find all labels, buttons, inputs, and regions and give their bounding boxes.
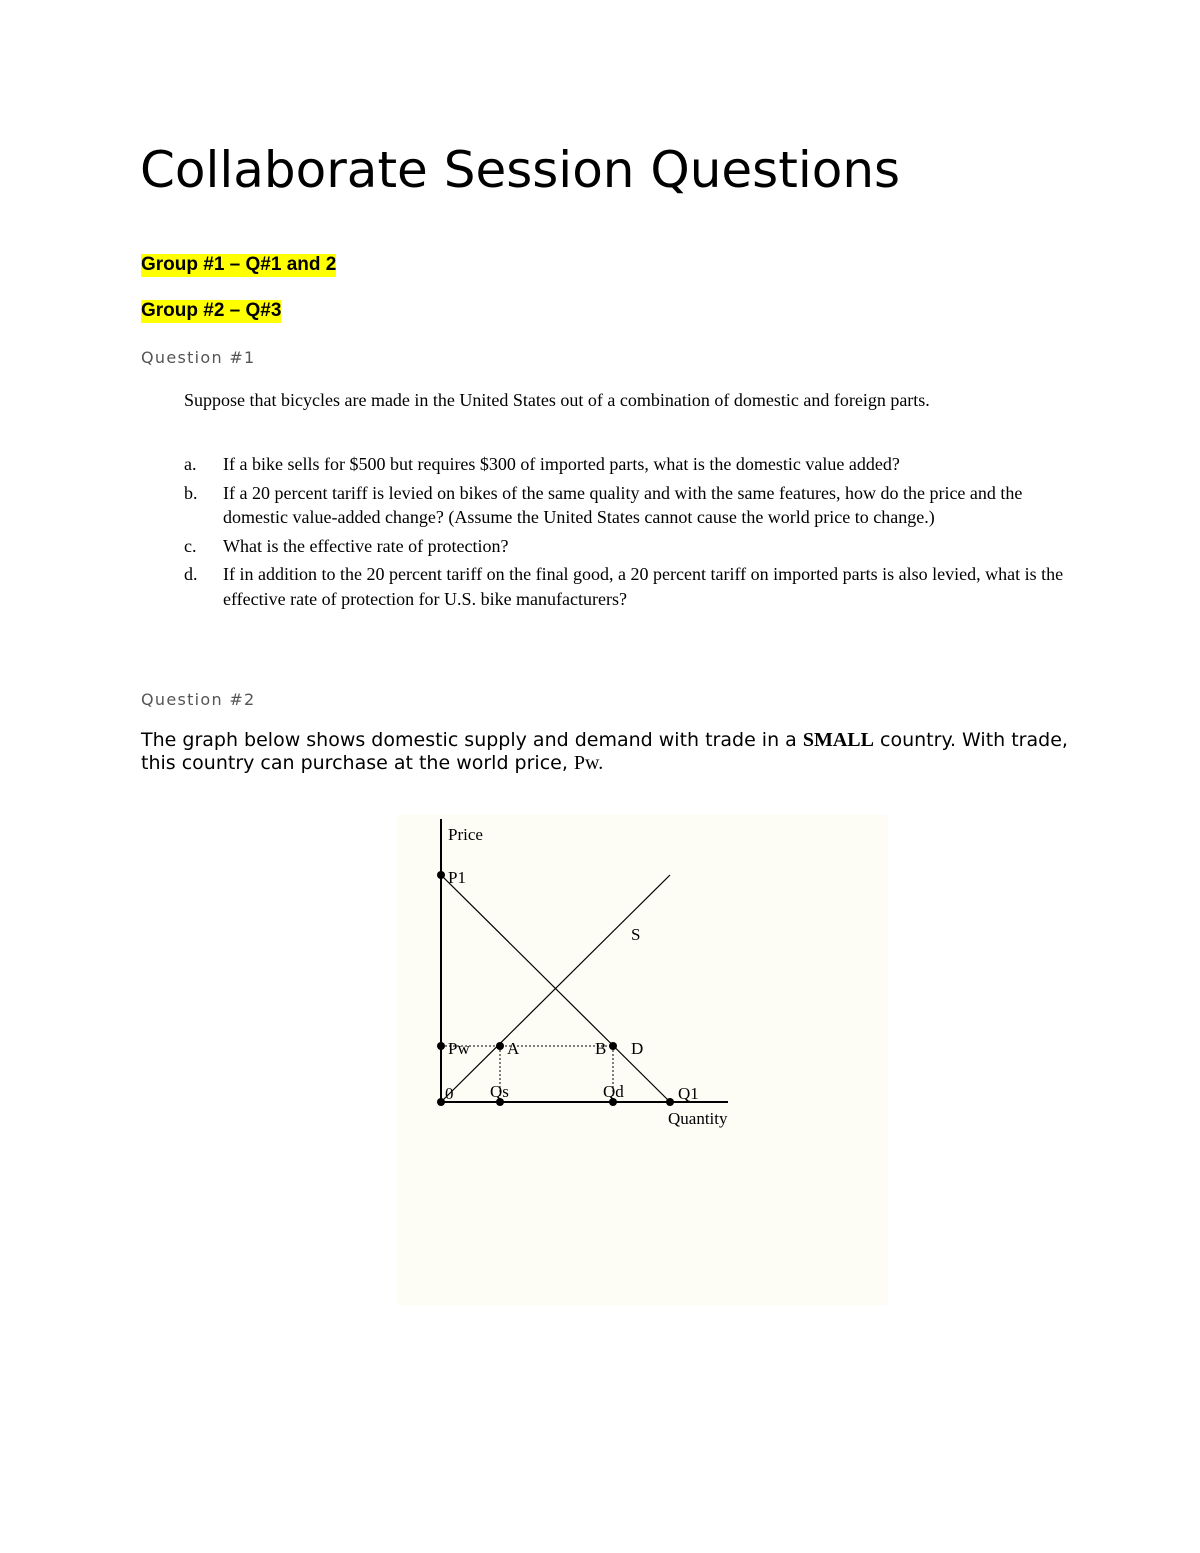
origin-point — [437, 1098, 445, 1106]
question-2-text-part: The graph below shows domestic supply and demand with trade in a — [141, 729, 803, 751]
supply-label: S — [631, 925, 641, 944]
qd-label: Qd — [603, 1082, 624, 1101]
list-item-text: If a bike sells for $500 but requires $300 of imported parts, what is the domestic value added? — [223, 454, 900, 474]
point-b — [609, 1042, 617, 1050]
p1-point — [437, 871, 445, 879]
question-2-emphasis: SMALL — [802, 729, 874, 751]
list-item-label: c. — [184, 535, 197, 556]
list-item-text: If in addition to the 20 percent tariff on the final good, a 20 percent tariff on imported parts is also levied, what is the effective rate of protection for U.S. bike manufacturers? — [223, 564, 1064, 609]
supply-demand-graph — [398, 815, 888, 1305]
question-2-text-part: country. With trade, this country can purchase at the world price, — [141, 729, 1068, 774]
qs-label: Qs — [490, 1082, 509, 1101]
list-item — [184, 562, 1064, 611]
page-title: Collaborate Session Questions — [140, 141, 901, 199]
question-1-heading: Question #1 — [141, 348, 256, 367]
point-b-label: B — [595, 1039, 607, 1058]
quantity-axis-label: Quantity — [668, 1109, 728, 1128]
demand-label: D — [631, 1039, 644, 1058]
group-2-assignment: Group #2 – Q#3 — [141, 300, 282, 321]
list-item — [184, 534, 1064, 559]
graph-canvas — [398, 815, 888, 1305]
p1-label: P1 — [448, 868, 466, 887]
question-2-pw: Pw. — [573, 752, 604, 774]
q1-point — [666, 1098, 674, 1106]
question-2-heading: Question #2 — [141, 690, 256, 709]
price-axis-label: Price — [448, 825, 483, 844]
point-a-label: A — [507, 1039, 520, 1058]
group-1-assignment: Group #1 – Q#1 and 2 — [141, 254, 337, 275]
list-item — [184, 481, 1064, 530]
list-item-label: a. — [184, 454, 197, 474]
question-2-text — [141, 729, 1081, 775]
list-item-label: d. — [184, 564, 198, 584]
list-item-text: If a 20 percent tariff is levied on bikes of the same quality and with the same features, how do the price and the domestic value-added change? (Assume the United States cannot cause the world price to change.) — [223, 482, 1023, 527]
origin-label: 0 — [445, 1084, 454, 1103]
list-item — [184, 452, 1064, 477]
point-a — [496, 1042, 504, 1050]
question-1-intro: Suppose that bicycles are made in the United States out of a combination of domestic and foreign parts. — [184, 390, 930, 410]
question-1-parts — [184, 452, 1064, 615]
pw-point — [437, 1042, 445, 1050]
pw-label: Pw — [448, 1039, 470, 1058]
list-item-label: b. — [184, 482, 198, 503]
list-item-text: What is the effective rate of protection? — [223, 535, 509, 556]
q1-label: Q1 — [678, 1084, 699, 1103]
